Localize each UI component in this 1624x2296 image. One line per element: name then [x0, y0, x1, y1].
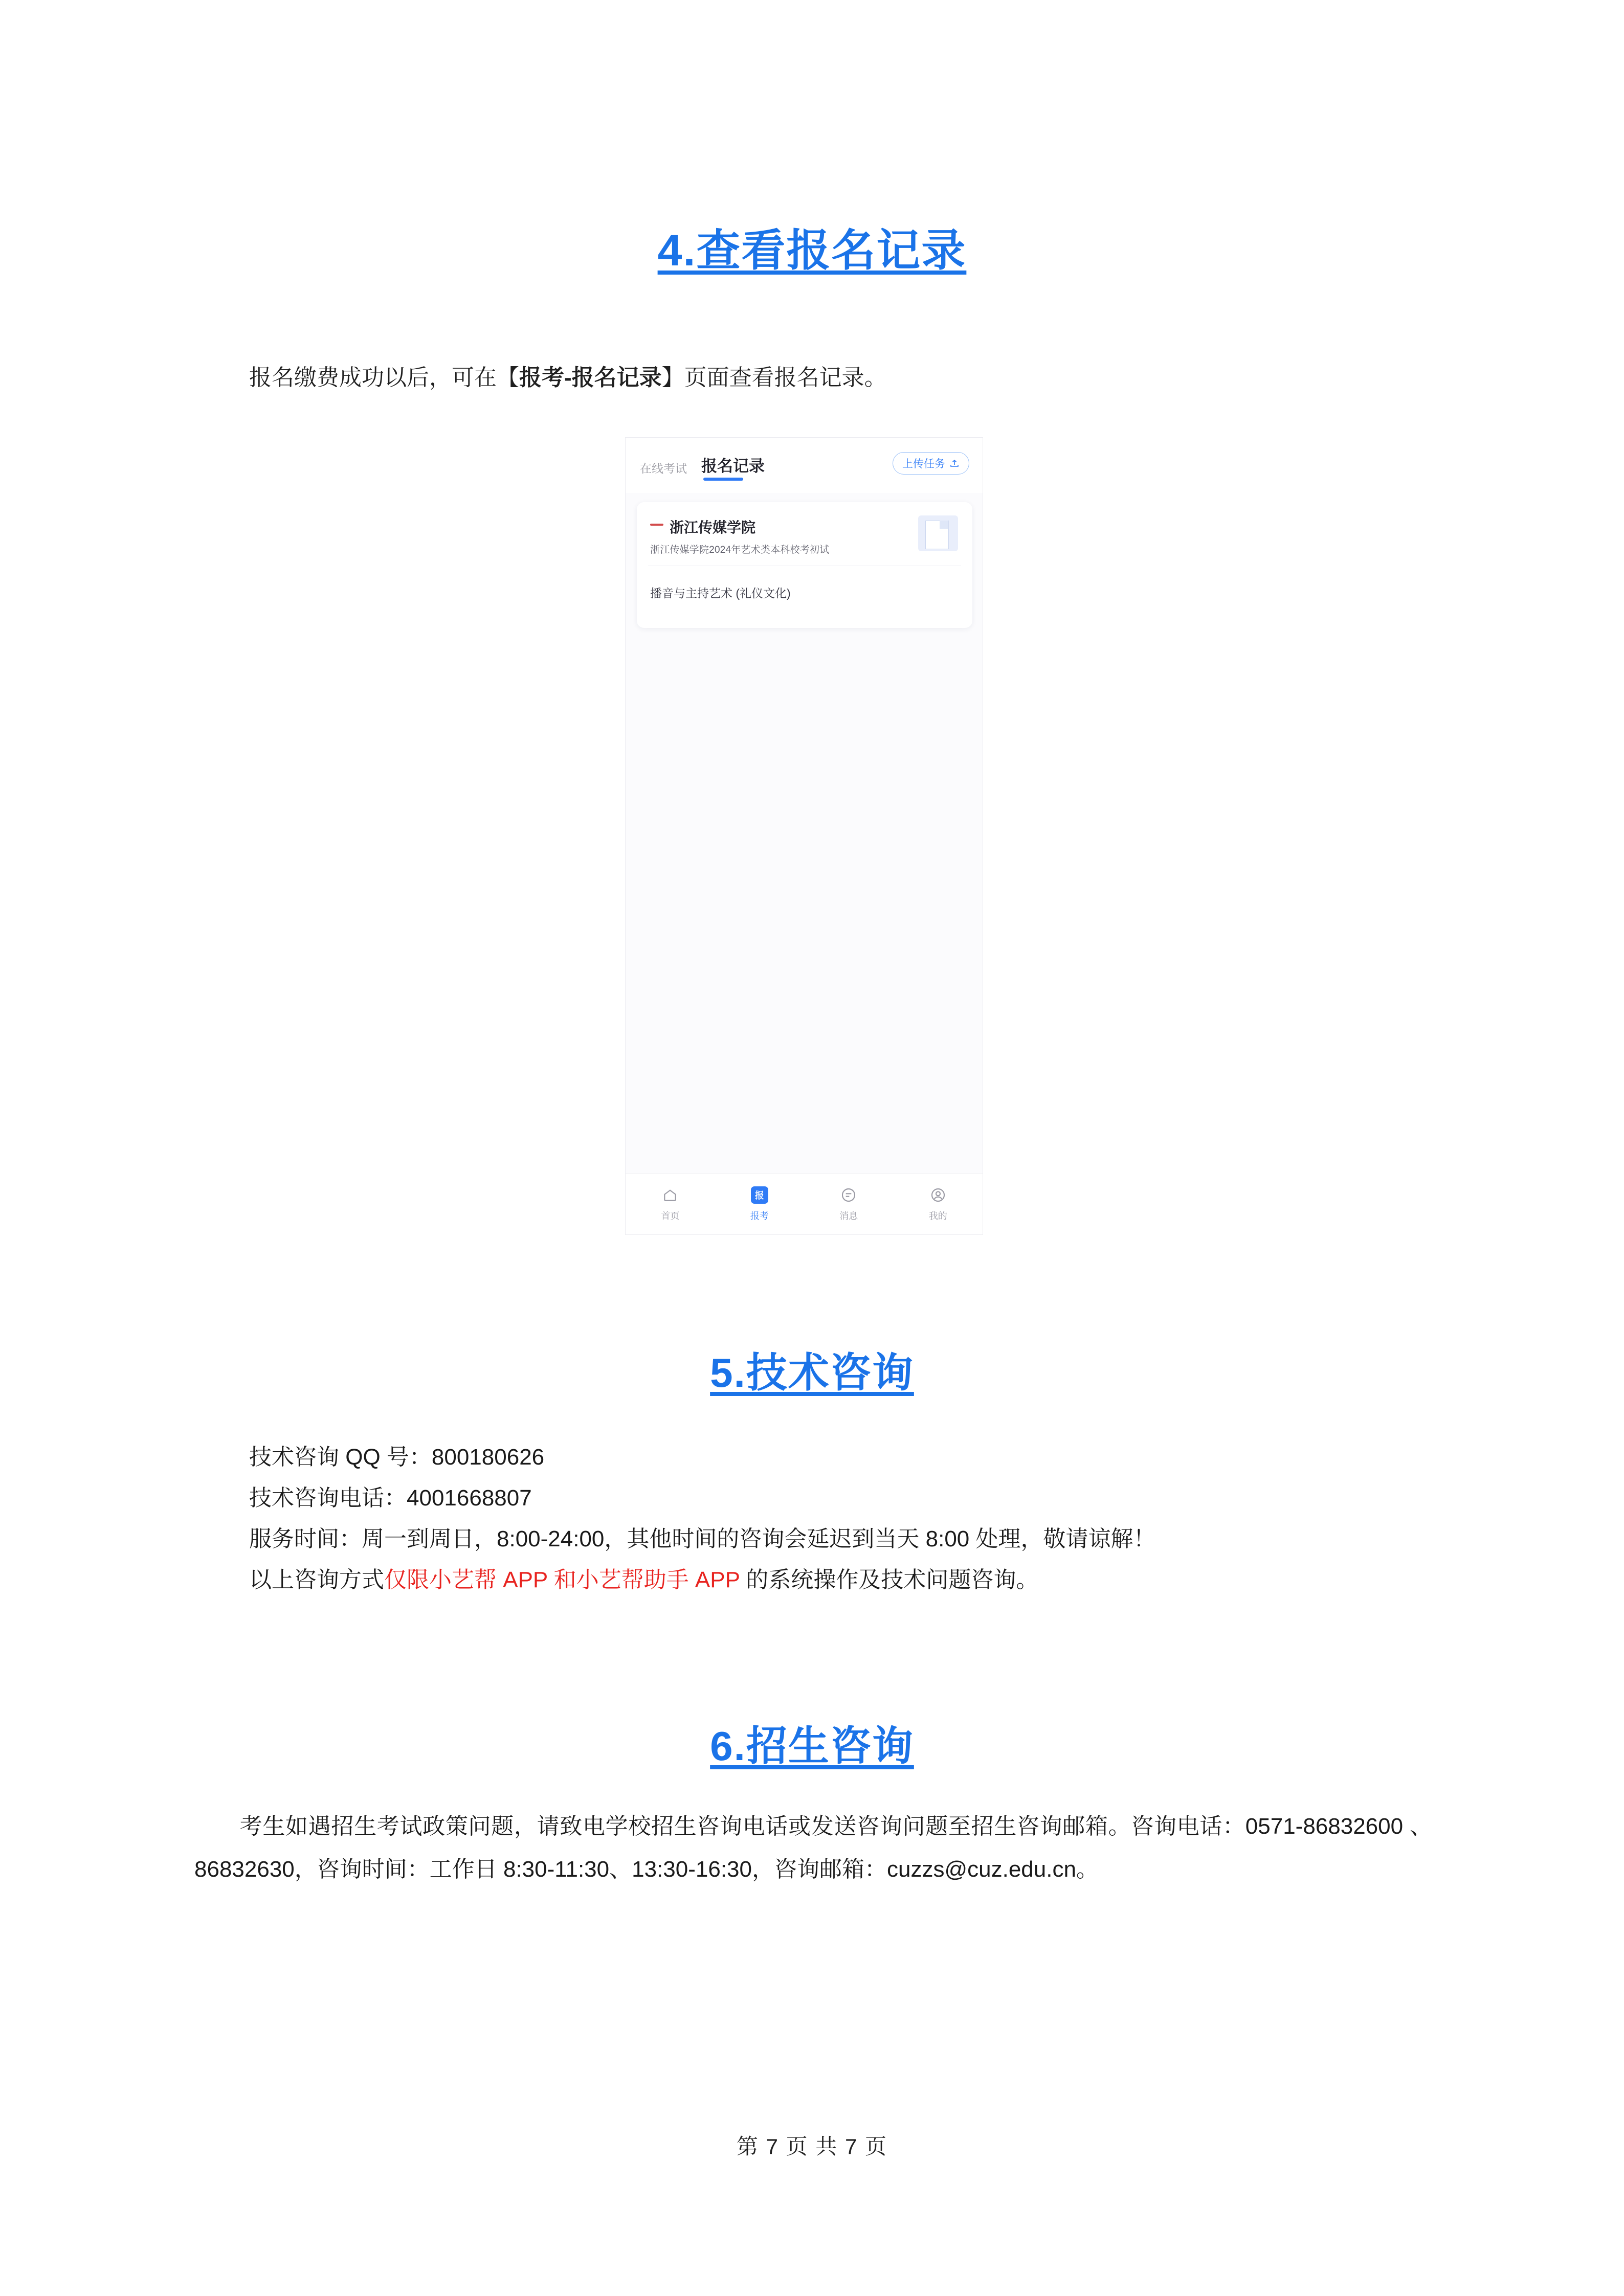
tab-online-exam[interactable]: 在线考试 — [640, 462, 687, 475]
card-exam-name: 浙江传媒学院2024年艺术类本科校考初试 — [650, 545, 830, 555]
upload-icon — [949, 458, 960, 468]
section-4-heading: 4.查看报名记录 — [657, 226, 967, 275]
app-topbar — [626, 438, 983, 493]
school-logo-icon — [650, 524, 663, 526]
scope-line-part-1: 以上咨询方式 — [249, 1567, 384, 1592]
tabbar-label-profile: 我的 — [928, 1211, 947, 1221]
upload-task-label: 上传任务 — [902, 458, 945, 470]
tabbar-label-home: 首页 — [661, 1211, 680, 1221]
profile-icon — [929, 1186, 947, 1204]
section-5-heading: 5.技术咨询 — [710, 1350, 914, 1395]
message-icon — [839, 1186, 858, 1204]
exam-icon: 报 — [750, 1186, 769, 1204]
card-school-name: 浙江传媒学院 — [670, 520, 756, 535]
tabbar-item-profile[interactable] — [894, 1174, 983, 1234]
section-6-heading: 6.招生咨询 — [710, 1723, 914, 1769]
section-4-paragraph-bold: 报考-报名记录 — [519, 365, 662, 390]
app-screenshot — [625, 437, 983, 1235]
registration-record-card[interactable] — [637, 502, 972, 628]
exam-thumbnail-icon — [918, 515, 958, 551]
scope-line-part-2: 的系统操作及技术问题咨询。 — [740, 1567, 1039, 1592]
card-major-name: 播音与主持艺术 (礼仪文化) — [650, 587, 791, 600]
section-4-paragraph — [249, 358, 1374, 398]
home-icon — [661, 1186, 679, 1204]
tabbar-label-message: 消息 — [839, 1211, 858, 1221]
tech-qq-line: 技术咨询 QQ 号：800180626 — [249, 1445, 545, 1470]
section-6-paragraph — [194, 1805, 1432, 1891]
section-6-paragraph-text: 考生如遇招生考试政策问题，请致电学校招生咨询电话或发送咨询问题至招生咨询邮箱。咨询电话：0571-86832600 、86832630，咨询时间：工作日 8:30-11:30、13:30-16:30，咨询邮箱：cuzzs@cuz.edu.cn。 — [194, 1814, 1432, 1882]
service-hours-line: 服务时间：周一到周日，8:00-24:00，其他时间的咨询会延迟到当天 8:00 处理，敬请谅解！ — [249, 1526, 1156, 1551]
page-footer: 第 7 页 共 7 页 — [736, 2134, 888, 2158]
section-4-paragraph-part-1: 报名缴费成功以后，可在【 — [249, 365, 519, 390]
section-5-body — [249, 1437, 1426, 1601]
tech-phone-line: 技术咨询电话：4001668807 — [249, 1485, 532, 1511]
tab-active-indicator — [703, 478, 743, 481]
app-tabbar — [626, 1173, 983, 1234]
tabbar-item-home[interactable] — [626, 1174, 715, 1234]
section-4-paragraph-part-2: 】页面查看报名记录。 — [661, 365, 887, 390]
tab-registration-records[interactable]: 报名记录 — [701, 457, 765, 475]
upload-task-button[interactable] — [893, 452, 969, 475]
scope-line — [249, 1560, 1426, 1601]
tabbar-item-message[interactable] — [804, 1174, 894, 1234]
tabbar-item-exam[interactable] — [715, 1174, 805, 1234]
tabbar-label-exam: 报考 — [750, 1211, 769, 1221]
scope-line-highlight: 仅限小艺帮 APP 和小艺帮助手 APP — [384, 1567, 740, 1592]
